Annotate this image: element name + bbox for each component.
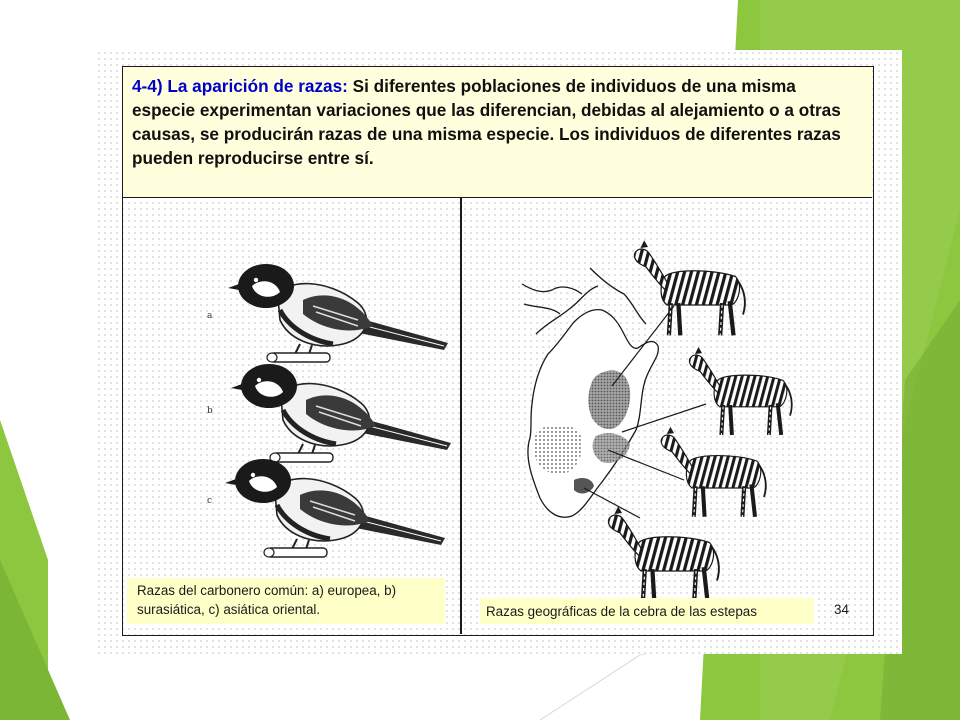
bird-label-a: a bbox=[207, 311, 213, 321]
bird-european bbox=[228, 264, 448, 362]
birds-caption: Razas del carbonero común: a) europea, b) surasiática, c) asiática oriental. bbox=[127, 578, 445, 624]
content-frame bbox=[122, 66, 874, 636]
zebra-north bbox=[634, 240, 744, 335]
great-tit-illustration bbox=[123, 198, 460, 634]
page-number: 34 bbox=[834, 602, 849, 617]
zebra-east bbox=[689, 347, 791, 435]
zebra-central bbox=[661, 427, 766, 517]
bird-label-b: b bbox=[207, 406, 213, 416]
definition-box bbox=[123, 67, 872, 198]
zebra-map-illustration bbox=[462, 198, 872, 634]
zebras-caption: Razas geográficas de la cebra de las estepas bbox=[480, 598, 814, 624]
section-title: 4-4) La aparición de razas: bbox=[132, 76, 348, 96]
bird-label-c: c bbox=[207, 496, 213, 506]
zebra-south bbox=[608, 506, 718, 601]
zebras-panel bbox=[462, 198, 872, 634]
definition-text: Si diferentes poblaciones de individuos de una misma especie experimentan variaciones que las diferencian, debidas al alejamiento o a otras causas, se producirán razas de una misma especie. Los individuos de diferentes razas pueden reproducirse entre sí. bbox=[132, 76, 841, 168]
birds-panel bbox=[123, 198, 460, 634]
bird-east-asian bbox=[225, 459, 445, 557]
bird-south-asian bbox=[231, 364, 451, 462]
decorative-line bbox=[540, 655, 640, 720]
